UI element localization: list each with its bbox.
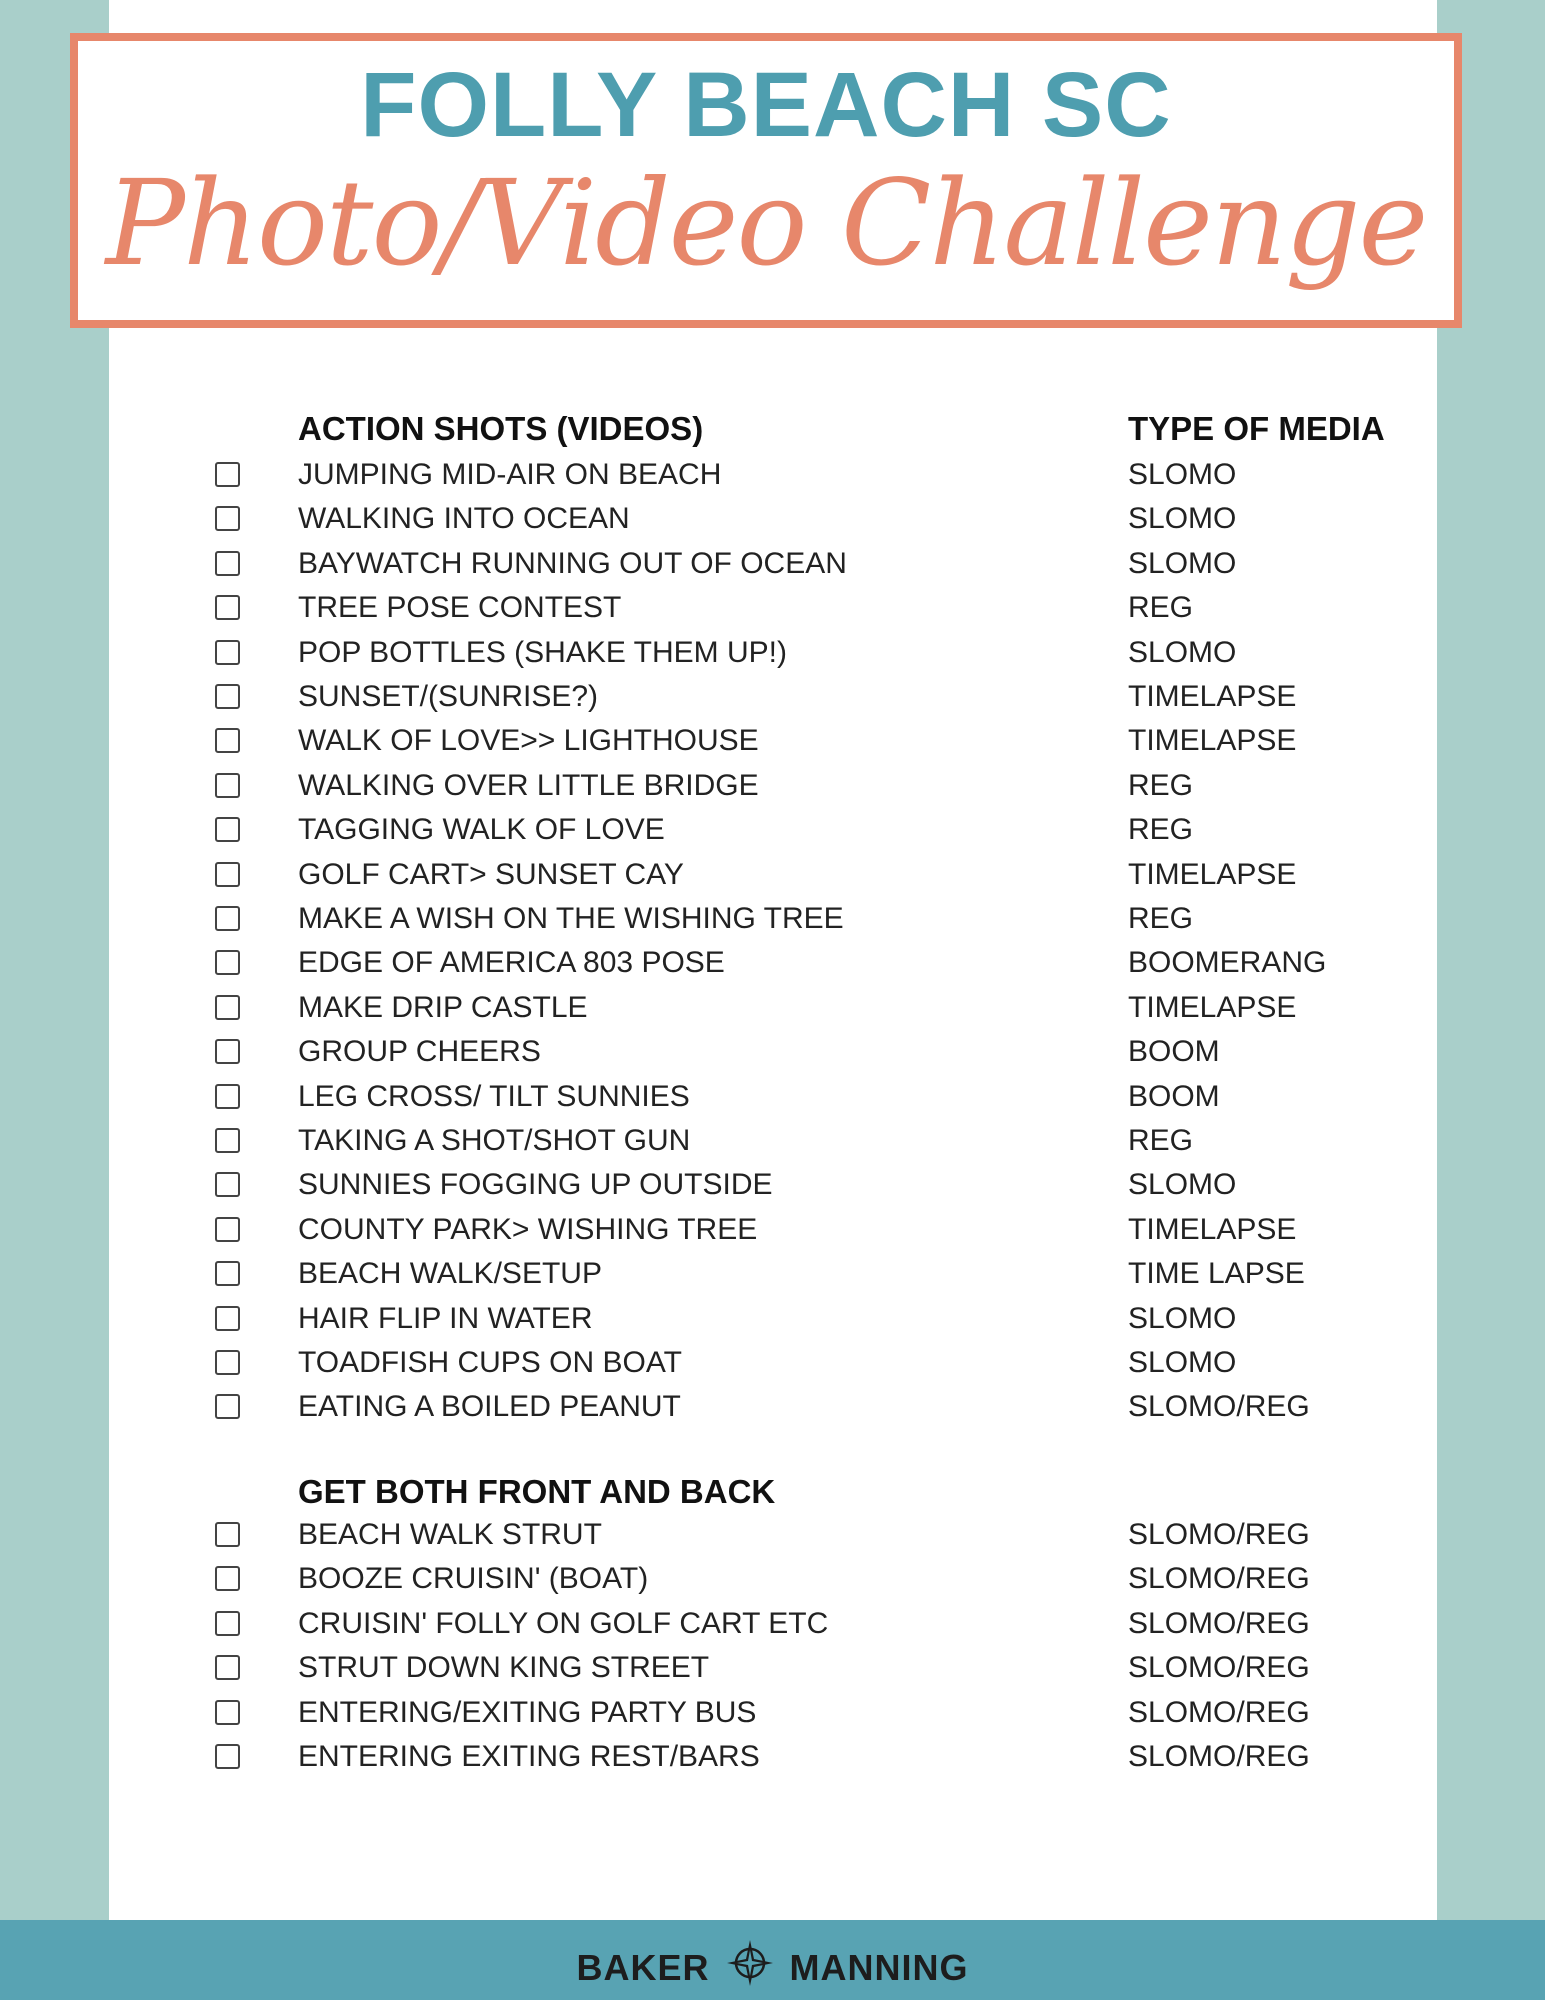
item-label: TAKING A SHOT/SHOT GUN — [298, 1124, 691, 1157]
title-banner — [70, 33, 1462, 328]
checklist-row — [0, 1254, 1545, 1298]
checkbox[interactable] — [215, 773, 240, 798]
item-media-type: SLOMO/REG — [1128, 1695, 1310, 1729]
item-label: CRUISIN' FOLLY ON GOLF CART ETC — [298, 1606, 829, 1640]
checkbox[interactable] — [215, 1566, 240, 1591]
item-label: SUNSET/(SUNRISE?) — [298, 680, 599, 713]
checklist-row — [0, 1737, 1545, 1781]
item-media-type: BOOM — [1128, 1035, 1220, 1069]
footer-bar — [0, 1920, 1545, 2000]
checklist-row — [0, 810, 1545, 854]
checkbox[interactable] — [215, 1306, 240, 1331]
brand-logo — [0, 1938, 1545, 1997]
item-media-type: SLOMO — [1128, 502, 1237, 536]
checklist-row — [0, 1032, 1545, 1076]
item-label: SUNNIES FOGGING UP OUTSIDE — [298, 1168, 773, 1202]
checkbox[interactable] — [215, 1172, 240, 1197]
item-label: LEG CROSS/ TILT SUNNIES — [298, 1079, 690, 1113]
checklist-row — [0, 1077, 1545, 1121]
checklist-row — [0, 1693, 1545, 1737]
item-media-type: SLOMO — [1128, 1301, 1237, 1335]
item-label: COUNTY PARK> WISHING TREE — [298, 1212, 758, 1246]
checklist-row — [0, 1299, 1545, 1343]
item-media-type: REG — [1128, 902, 1194, 935]
item-label: WALKING OVER LITTLE BRIDGE — [298, 768, 759, 802]
item-media-type: SLOMO — [1128, 458, 1237, 491]
checkbox[interactable] — [215, 1261, 240, 1286]
brand-name-right: MANNING — [789, 1946, 969, 1988]
checkbox[interactable] — [215, 995, 240, 1020]
checklist-row — [0, 633, 1545, 677]
item-label: BEACH WALK STRUT — [298, 1518, 602, 1551]
checkbox[interactable] — [215, 1084, 240, 1109]
item-media-type: SLOMO/REG — [1128, 1562, 1310, 1596]
checkbox[interactable] — [215, 506, 240, 531]
item-media-type: REG — [1128, 1124, 1194, 1157]
page-title: FOLLY BEACH SC — [360, 54, 1172, 156]
checklist-row — [0, 1604, 1545, 1648]
checkbox[interactable] — [215, 1611, 240, 1636]
item-label: ENTERING/EXITING PARTY BUS — [298, 1695, 757, 1729]
checkbox[interactable] — [215, 1350, 240, 1375]
item-label: EDGE OF AMERICA 803 POSE — [298, 946, 725, 980]
item-label: BOOZE CRUISIN' (BOAT) — [298, 1562, 649, 1596]
item-label: EATING A BOILED PEANUT — [298, 1390, 681, 1424]
checkbox[interactable] — [215, 551, 240, 576]
checkbox[interactable] — [215, 1522, 240, 1547]
checklist-row — [0, 1165, 1545, 1209]
checklist-row — [0, 855, 1545, 899]
checklist-row — [0, 1387, 1545, 1431]
item-media-type: SLOMO/REG — [1128, 1390, 1310, 1424]
item-label: WALKING INTO OCEAN — [298, 502, 630, 536]
checkbox[interactable] — [215, 1217, 240, 1242]
item-media-type: BOOM — [1128, 1079, 1220, 1113]
item-label: JUMPING MID-AIR ON BEACH — [298, 458, 722, 491]
item-media-type: TIMELAPSE — [1128, 724, 1297, 758]
item-media-type: TIMELAPSE — [1128, 680, 1297, 713]
checkbox[interactable] — [215, 684, 240, 709]
item-media-type: REG — [1128, 768, 1194, 802]
item-label: TOADFISH CUPS ON BOAT — [298, 1346, 682, 1379]
checkbox[interactable] — [215, 640, 240, 665]
checkbox[interactable] — [215, 950, 240, 975]
item-media-type: SLOMO — [1128, 1346, 1237, 1379]
checklist-row — [0, 1559, 1545, 1603]
checkbox[interactable] — [215, 906, 240, 931]
item-media-type: TIMELAPSE — [1128, 857, 1297, 891]
checkbox[interactable] — [215, 1128, 240, 1153]
item-media-type: SLOMO/REG — [1128, 1606, 1310, 1640]
item-label: STRUT DOWN KING STREET — [298, 1651, 710, 1685]
checkbox[interactable] — [215, 1039, 240, 1064]
item-media-type: SLOMO — [1128, 1168, 1237, 1202]
section-heading-front-back: GET BOTH FRONT AND BACK — [298, 1473, 776, 1510]
item-label: MAKE A WISH ON THE WISHING TREE — [298, 902, 844, 935]
item-label: POP BOTTLES (SHAKE THEM UP!) — [298, 635, 787, 669]
item-label: ENTERING EXITING REST/BARS — [298, 1740, 760, 1773]
item-media-type: REG — [1128, 813, 1194, 847]
checklist-row — [0, 766, 1545, 810]
item-label: HAIR FLIP IN WATER — [298, 1301, 593, 1335]
item-media-type: TIME LAPSE — [1128, 1257, 1305, 1291]
item-label: GOLF CART> SUNSET CAY — [298, 857, 684, 891]
checklist-row — [0, 1648, 1545, 1692]
checklist-row — [0, 544, 1545, 588]
checkbox[interactable] — [215, 595, 240, 620]
item-media-type: SLOMO/REG — [1128, 1740, 1310, 1773]
item-media-type: BOOMERANG — [1128, 946, 1327, 980]
item-media-type: SLOMO/REG — [1128, 1651, 1310, 1685]
checklist-row — [0, 721, 1545, 765]
item-label: BAYWATCH RUNNING OUT OF OCEAN — [298, 546, 847, 580]
item-label: TREE POSE CONTEST — [298, 591, 622, 625]
checkbox[interactable] — [215, 817, 240, 842]
checkbox[interactable] — [215, 1744, 240, 1769]
item-label: TAGGING WALK OF LOVE — [298, 813, 665, 847]
checklist-row — [0, 943, 1545, 987]
item-label: WALK OF LOVE>> LIGHTHOUSE — [298, 724, 759, 758]
checklist-row — [0, 1515, 1545, 1559]
checkbox[interactable] — [215, 1394, 240, 1419]
checkbox[interactable] — [215, 1655, 240, 1680]
page-subtitle: Photo/Video Challenge — [105, 154, 1427, 292]
item-label: MAKE DRIP CASTLE — [298, 990, 588, 1024]
column-heading-media-type: TYPE OF MEDIA — [1128, 410, 1385, 447]
item-media-type: TIMELAPSE — [1128, 990, 1297, 1024]
checklist-row — [0, 1121, 1545, 1165]
checklist-row — [0, 1343, 1545, 1387]
checklist-row — [0, 588, 1545, 632]
item-media-type: SLOMO/REG — [1128, 1518, 1310, 1551]
item-media-type: TIMELAPSE — [1128, 1212, 1297, 1246]
item-media-type: SLOMO — [1128, 546, 1237, 580]
checklist-row — [0, 455, 1545, 499]
item-label: BEACH WALK/SETUP — [298, 1257, 602, 1291]
checklist-row — [0, 1210, 1545, 1254]
checkbox[interactable] — [215, 862, 240, 887]
checklist-row — [0, 899, 1545, 943]
checklist-row — [0, 499, 1545, 543]
item-label: GROUP CHEERS — [298, 1035, 541, 1069]
item-media-type: REG — [1128, 591, 1194, 625]
item-media-type: SLOMO — [1128, 635, 1237, 669]
checkbox[interactable] — [215, 1700, 240, 1725]
checkbox[interactable] — [215, 462, 240, 487]
section-heading-action-shots: ACTION SHOTS (VIDEOS) — [298, 410, 704, 447]
checkbox[interactable] — [215, 728, 240, 753]
checklist-row — [0, 988, 1545, 1032]
brand-name-left: BAKER — [576, 1946, 710, 1988]
compass-icon — [725, 1938, 775, 1997]
checklist-row — [0, 677, 1545, 721]
